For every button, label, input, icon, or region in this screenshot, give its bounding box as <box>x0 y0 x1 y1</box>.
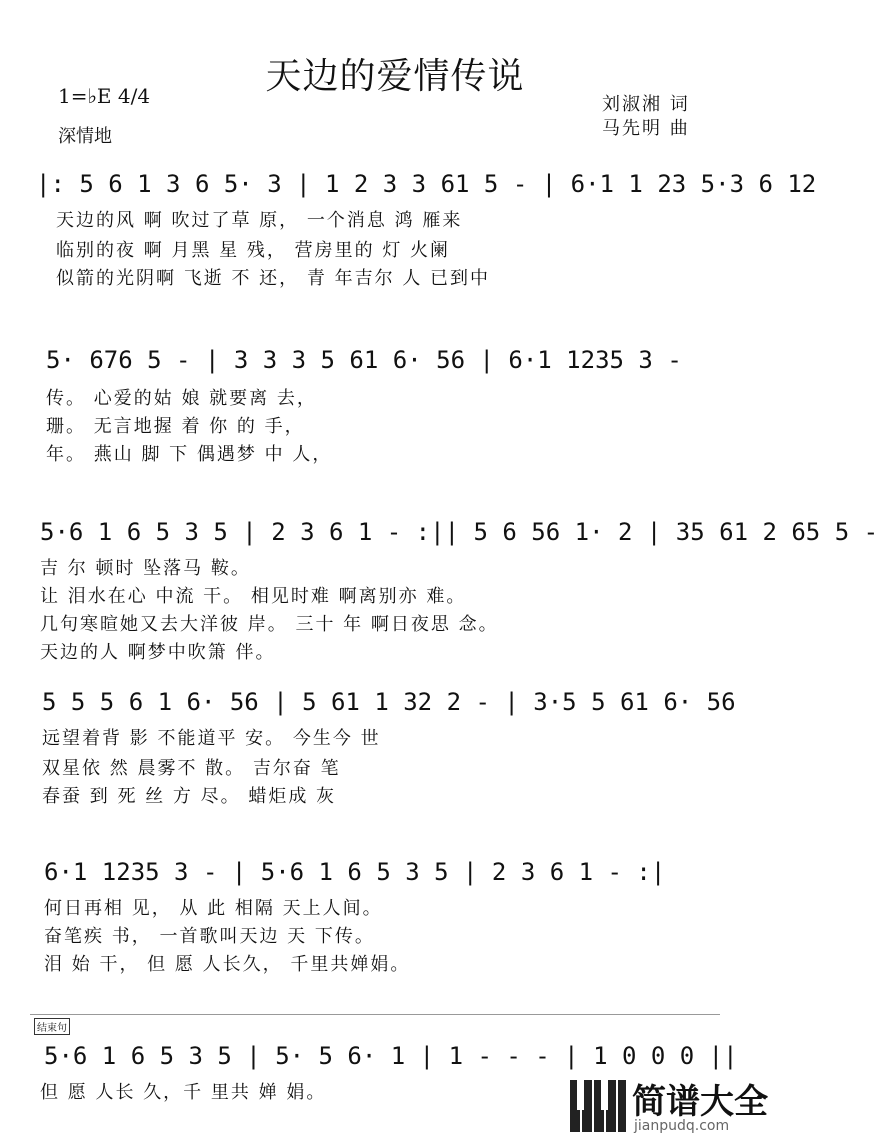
lyric-line-3-1: 吉 尔 顿时 坠落马 鞍。 <box>40 558 251 579</box>
notation-line-4: 5 5 5 6 1 6· 56 | 5 61 1 32 2 - | 3·5 5 61 6· 56 <box>42 688 736 716</box>
lyric-line-1-2: 临别的夜 啊 月黑 星 残， 营房里的 灯 火阑 <box>56 240 451 261</box>
notation-line-3: 5·6 1 6 5 3 5 | 2 3 6 1 - :|| 5 6 56 1· 2 | 35 61 2 65 5 - <box>40 518 878 546</box>
lyric-line-2-3: 年。 燕山 脚 下 偶遇梦 中 人， <box>46 444 333 465</box>
notation-line-5: 6·1 1235 3 - | 5·6 1 6 5 3 5 | 2 3 6 1 - :| <box>44 858 666 886</box>
lyric-line-5-3: 泪 始 干， 但 愿 人长久， 千里共婵娟。 <box>44 954 411 975</box>
piano-keys-icon <box>568 1076 628 1136</box>
lyric-line-5-1: 何日再相 见， 从 此 相隔 天上人间。 <box>44 898 383 919</box>
key-signature: 1=♭E 4/4 <box>58 84 151 108</box>
lyric-line-5-2: 奋笔疾 书， 一首歌叫天边 天 下传。 <box>44 926 375 947</box>
logo-url: jianpudq.com <box>634 1118 730 1134</box>
ending-rule <box>30 1014 720 1015</box>
lyric-line-2-2: 珊。 无言地握 着 你 的 手， <box>46 416 305 437</box>
tempo-marking: 深情地 <box>58 126 112 147</box>
site-logo <box>568 1074 780 1138</box>
notation-line-2: 5· 676 5 - | 3 3 3 5 61 6· 56 | 6·1 1235 3 - <box>46 346 682 374</box>
lyric-line-3-3: 几句寒暄她又去大洋彼 岸。 三十 年 啊日夜思 念。 <box>40 614 499 635</box>
lyric-line-2-1: 传。 心爱的姑 娘 就要离 去， <box>46 388 317 409</box>
lyric-line-4-2: 双星依 然 晨雾不 散。 吉尔奋 笔 <box>42 758 341 779</box>
lyric-line-4-3: 春蚕 到 死 丝 方 尽。 蜡炬成 灰 <box>42 786 337 807</box>
composer: 马先明 曲 <box>602 118 690 139</box>
lyricist: 刘淑湘 词 <box>602 94 690 115</box>
lyric-line-4-1: 远望着背 影 不能道平 安。 今生今 世 <box>42 728 381 749</box>
lyric-line-1-1: 天边的风 啊 吹过了草 原， 一个消息 鸿 雁来 <box>56 210 463 231</box>
lyric-line-1-3: 似箭的光阴啊 飞逝 不 还， 青 年吉尔 人 已到中 <box>56 268 491 289</box>
lyric-line-3-4: 天边的人 啊梦中吹箫 伴。 <box>40 642 276 663</box>
logo-title: 简谱大全 <box>632 1082 768 1122</box>
notation-line-1: |: 5 6 1 3 6 5· 3 | 1 2 3 3 61 5 - | 6·1 1 23 5·3 6 12 <box>36 170 817 198</box>
notation-line-6: 5·6 1 6 5 3 5 | 5· 5 6· 1 | 1 - - - | 1 0 0 0 || <box>44 1042 738 1070</box>
song-title: 天边的爱情传说 <box>265 56 525 97</box>
lyric-line-6-1: 但 愿 人长 久，千 里共 婵 娟。 <box>40 1082 327 1103</box>
ending-label: 结束句 <box>34 1018 70 1035</box>
lyric-line-3-2: 让 泪水在心 中流 干。 相见时难 啊离别亦 难。 <box>40 586 467 607</box>
